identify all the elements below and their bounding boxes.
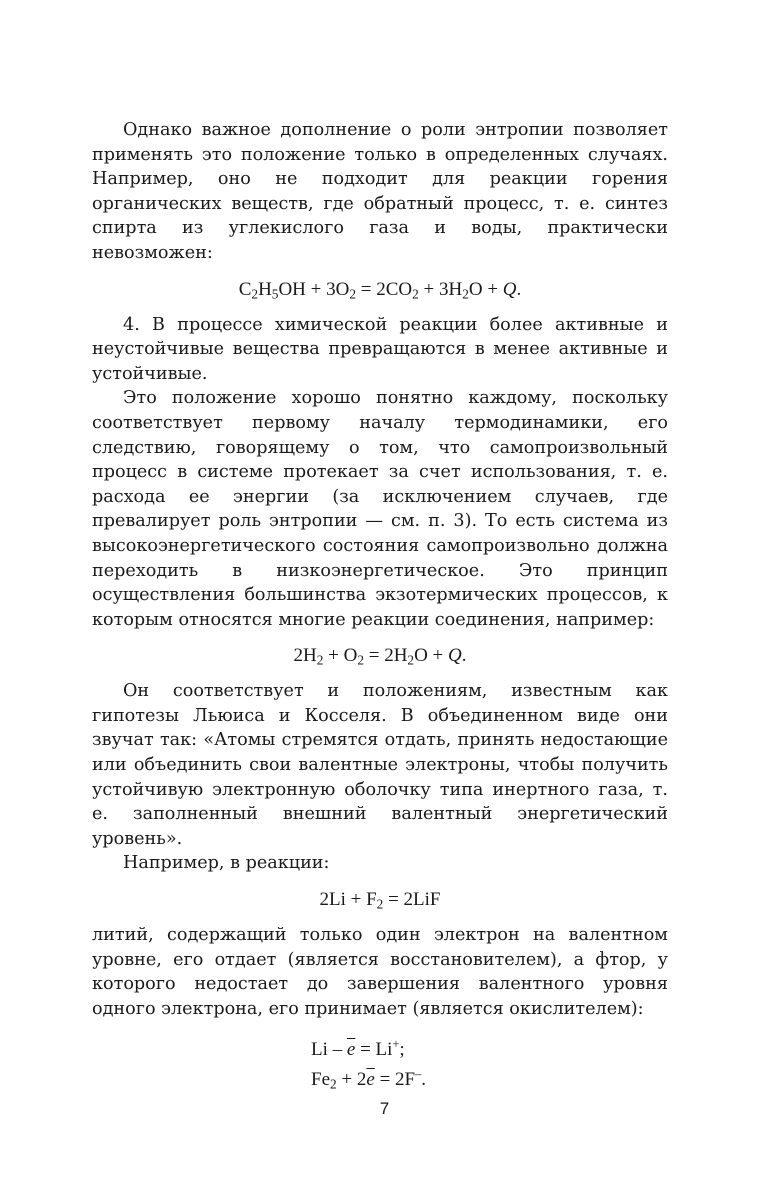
half-reactions <box>311 1035 668 1095</box>
page-number: 7 <box>379 1099 390 1118</box>
equation-lithium-fluorine: $2Li + F_2 = 2LiF$ <box>319 889 441 912</box>
equation-ethanol-combustion: $C_2H_5OH + 3O_2 = 2CO_2 + 3H_2O + Q$. <box>238 278 522 302</box>
equation-fluorine-reduction: $Fe_2 + 2\overline{e} = 2F^-$. <box>311 1067 427 1093</box>
paragraph-entropy-note: Однако важное дополнение о роли энтропии позволяет применять это положение только в определенных случаях. Например, оно не подходит для реакции горения органических веществ, где обратный процесс, т. е. синтез спирта из углекислого газа и воды, практически невозможен: <box>92 120 668 263</box>
paragraph-lithium-fluorine-explanation: литий, содержащий только один электрон на валентном уровне, его отдает (является восстановителем), а фтор, у которого недостает до завершения валентного уровня одного электрона, его принимает (является окислителем): <box>92 925 668 1019</box>
equation-lithium-oxidation: $Li - \overline{e} = Li^+$; <box>311 1037 405 1061</box>
paragraph-point-4: 4. В процессе химической реакции более активные и неустойчивые вещества превращаются в менее активные и устойчивые. <box>92 314 668 384</box>
paragraph-thermodynamics: Это положение хорошо понятно каждому, поскольку соответствует первому началу термодинамики, его следствию, говорящему о том, что самопроизвольный процесс в системе протекает за счет использования, т. е. расхода ее энергии (за исключением случаев, где превалирует роль энтропии — см. п. 3). То есть система из высокоэнергетического состояния самопроизвольно должна переходить в низкоэнергетическое. Это принцип осуществления большинства экзотермических процессов, к которым относятся многие реакции соединения, например: <box>92 388 668 630</box>
page-body <box>92 118 668 1095</box>
paragraph-lewis-kossel: Он соответствует и положениям, известным как гипотезы Льюиса и Косселя. В объединенном виде они звучат так: «Атомы стремятся отдать, принять недостающие или объединить свои валентные электроны, чтобы получить устойчивую электронную оболочку типа инертного газа, т. е. заполненный внешний валентный энергетический уровень». <box>92 681 668 849</box>
paragraph-example-intro: Например, в реакции: <box>123 853 330 874</box>
equation-hydrogen-oxygen: $2H_2 + O_2 = 2H_2O + Q$. <box>293 645 467 668</box>
